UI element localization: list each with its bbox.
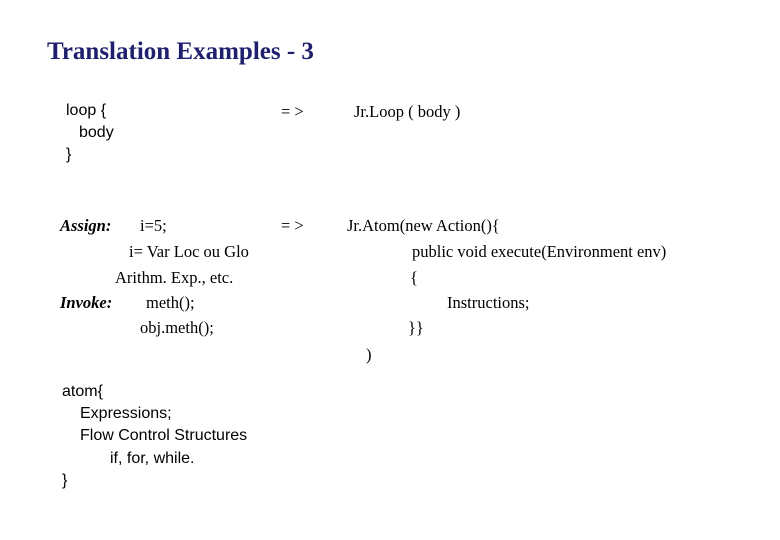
slide-title: Translation Examples - 3 <box>47 38 314 65</box>
loop-source-line-1: loop { <box>66 102 107 119</box>
atom-target-line-3: { <box>410 268 418 287</box>
invoke-label: Invoke: <box>60 293 113 312</box>
atom-target-line-5: }} <box>408 318 424 337</box>
assign-label: Assign: <box>60 216 112 235</box>
assign-line-1: i=5; <box>140 216 167 235</box>
loop-source-line-2: body <box>79 124 114 141</box>
invoke-line-1: meth(); <box>146 293 195 312</box>
atom-block-line-4: if, for, while. <box>110 450 195 467</box>
loop-arrow: = > <box>281 102 304 121</box>
atom-block-line-5: } <box>62 472 68 489</box>
loop-target: Jr.Loop ( body ) <box>354 102 461 121</box>
atom-target-line-1: Jr.Atom(new Action(){ <box>347 216 500 235</box>
atom-block-line-1: atom{ <box>62 383 103 400</box>
atom-arrow: = > <box>281 216 304 235</box>
invoke-line-2: obj.meth(); <box>140 318 214 337</box>
assign-line-2: i= Var Loc ou Glo <box>129 242 249 261</box>
loop-source-line-3: } <box>66 146 72 163</box>
atom-block-line-3: Flow Control Structures <box>80 427 248 444</box>
atom-target-line-6: ) <box>366 345 372 364</box>
atom-target-line-4: Instructions; <box>447 293 530 312</box>
assign-line-3: Arithm. Exp., etc. <box>115 268 234 287</box>
atom-target-line-2: public void execute(Environment env) <box>412 242 667 261</box>
atom-block-line-2: Expressions; <box>80 405 172 422</box>
